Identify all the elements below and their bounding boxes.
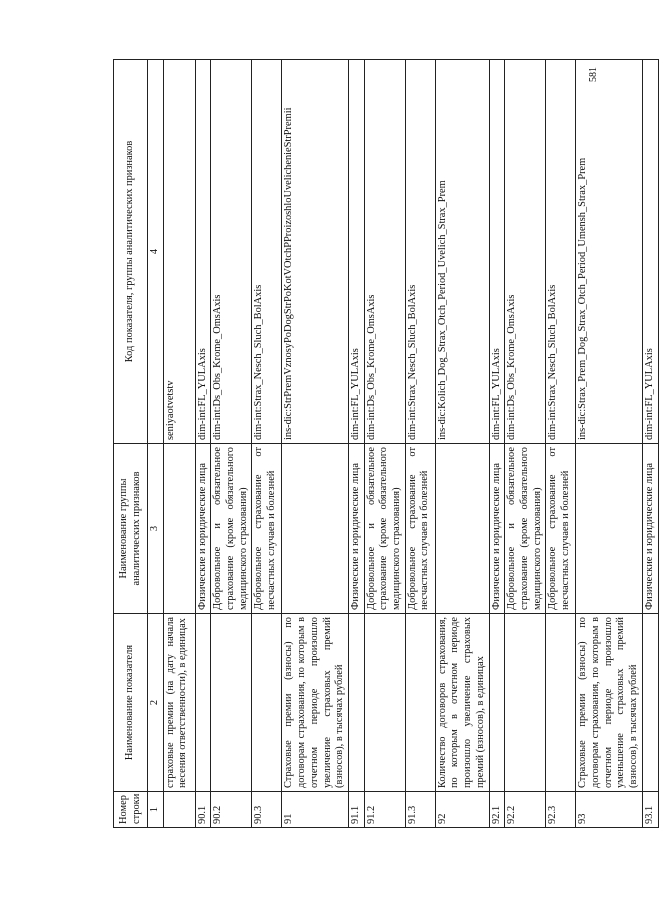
indicator-table (113, 59, 659, 828)
row-number: 90.1 (195, 792, 211, 828)
table-row (505, 60, 546, 828)
indicator-code: dim-int:FL_YULAxis (195, 60, 211, 444)
header-group-name: Наименование группы аналитических признаков (114, 444, 148, 614)
row-number: 91.3 (405, 792, 435, 828)
group-name: Добровольное и обязательное страхование (кроме обязательного медицинского страхования) (211, 444, 252, 614)
row-number: 90.3 (252, 792, 282, 828)
indicator-name (195, 614, 211, 792)
table-row (546, 60, 576, 828)
row-number: 91.1 (348, 792, 364, 828)
group-name: Добровольное и обязательное страхование (кроме обязательного медицинского страхования) (364, 444, 405, 614)
indicator-code: dim-int:Ds_Obs_Krome_OmsAxis (211, 60, 252, 444)
group-name (435, 444, 489, 614)
column-number-3: 3 (148, 444, 164, 614)
group-name: Физические и юридические лица (489, 444, 505, 614)
indicator-name (211, 614, 252, 792)
indicator-name: Страховые премии (взносы) по договорам страхования, по которым в отчетном периоде произошло уменьшение страховых премий (взносов), в тысячах рублей (576, 614, 642, 792)
indicator-code: ins-dic:Kolich_Dog_Strax_Otch_Period_Uvelich_Strax_Prem (435, 60, 489, 444)
group-name (163, 444, 195, 614)
group-name: Добровольное страхование от несчастных случаев и болезней (546, 444, 576, 614)
indicator-name: страховые премии (на дату начала несения ответственности), в единицах (163, 614, 195, 792)
column-number-1: 1 (148, 792, 164, 828)
table-row (211, 60, 252, 828)
header-code: Код показателя, группы аналитических признаков (114, 60, 148, 444)
indicator-name (252, 614, 282, 792)
group-name: Физические и юридические лица (195, 444, 211, 614)
table-row (282, 60, 348, 828)
table-column-numbers-row (148, 60, 164, 828)
row-number: 91.2 (364, 792, 405, 828)
indicator-code: dim-int:Strax_Nesch_Sluch_BolAxis (546, 60, 576, 444)
table-row (195, 60, 211, 828)
table-row (405, 60, 435, 828)
indicator-code: ins-dic:StrPremVznosyPoDogStrPoKotVOtchPProizoshloUvelichenieStrPremii (282, 60, 348, 444)
group-name (576, 444, 642, 614)
row-number: 91 (282, 792, 348, 828)
group-name: Физические и юридические лица (642, 444, 658, 614)
table-row (435, 60, 489, 828)
header-row-number: Номер строки (114, 792, 148, 828)
row-number: 92.1 (489, 792, 505, 828)
indicator-code: ins-dic:Strax_Prem_Dog_Strax_Otch_Period_Umensh_Strax_Prem (576, 60, 642, 444)
table-row (576, 60, 642, 828)
indicator-name (505, 614, 546, 792)
group-name: Добровольное страхование от несчастных случаев и болезней (252, 444, 282, 614)
table-row (364, 60, 405, 828)
group-name: Добровольное и обязательное страхование (кроме обязательного медицинского страхования) (505, 444, 546, 614)
group-name: Добровольное страхование от несчастных случаев и болезней (405, 444, 435, 614)
indicator-code: dim-int:FL_YULAxis (489, 60, 505, 444)
page-number: 581 (588, 67, 599, 83)
row-number: 93.1 (642, 792, 658, 828)
indicator-name (348, 614, 364, 792)
table-header-row (114, 60, 148, 828)
row-number (163, 792, 195, 828)
table-row (252, 60, 282, 828)
table-row (489, 60, 505, 828)
column-number-4: 4 (148, 60, 164, 444)
header-indicator-name: Наименование показателя (114, 614, 148, 792)
indicator-code: dim-int:Ds_Obs_Krome_OmsAxis (505, 60, 546, 444)
table-row (163, 60, 195, 828)
indicator-name: Страховые премии (взносы) по договорам страхования, по которым в отчетном периоде произошло увеличение страховых премий (взносов), в тысячах рублей (282, 614, 348, 792)
indicator-name (364, 614, 405, 792)
table-row (348, 60, 364, 828)
group-name (282, 444, 348, 614)
indicator-code: dim-int:Ds_Obs_Krome_OmsAxis (364, 60, 405, 444)
row-number: 92.3 (546, 792, 576, 828)
indicator-code: dim-int:FL_YULAxis (642, 60, 658, 444)
indicator-code: dim-int:FL_YULAxis (348, 60, 364, 444)
row-number: 90.2 (211, 792, 252, 828)
indicator-name (405, 614, 435, 792)
indicator-name (489, 614, 505, 792)
indicator-code: dim-int:Strax_Nesch_Sluch_BolAxis (252, 60, 282, 444)
group-name: Физические и юридические лица (348, 444, 364, 614)
row-number: 93 (576, 792, 642, 828)
table-row (642, 60, 658, 828)
indicator-name (642, 614, 658, 792)
indicator-code: dim-int:Strax_Nesch_Sluch_BolAxis (405, 60, 435, 444)
indicator-name (546, 614, 576, 792)
row-number: 92.2 (505, 792, 546, 828)
indicator-name: Количество договоров страхования, по которым в отчетном периоде произошло увеличение страховых премий (взносов), в единицах (435, 614, 489, 792)
column-number-2: 2 (148, 614, 164, 792)
indicator-code: seniyaotvetstv (163, 60, 195, 444)
row-number: 92 (435, 792, 489, 828)
